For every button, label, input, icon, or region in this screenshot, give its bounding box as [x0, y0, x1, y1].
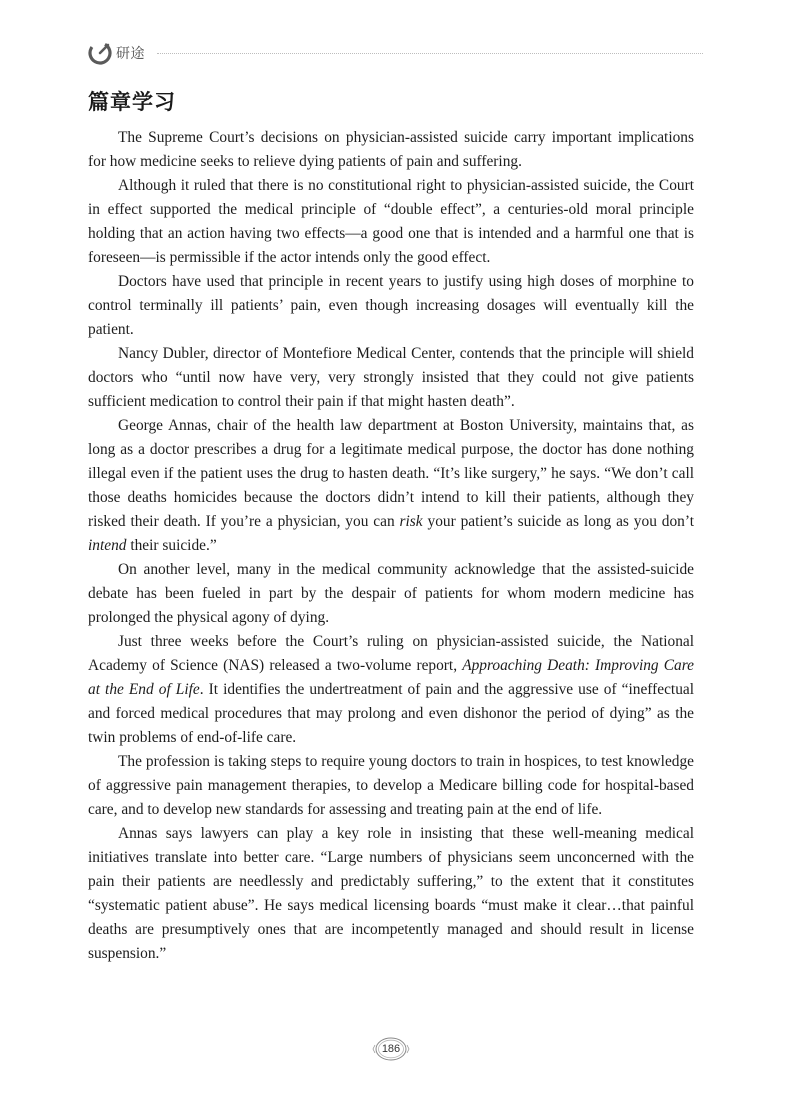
paragraph: Doctors have used that principle in recent years to justify using high doses of morphine to control terminally ill patients’ pain, even though increasing dosages will eventually kill the patient.	[88, 273, 694, 338]
text-run: . It identifies the undertreatment of pain and the aggressive use of “ineffectual and forced medical procedures that may prolong and even dishonor the period of dying” as the twin problems of end-of-life care.	[88, 681, 694, 746]
text-run: George Annas, chair of the health law department at Boston University, maintains that, as long as a doctor prescribes a drug for a legitimate medical purpose, the doctor has done nothing illegal even if the patient uses the drug to hasten death. “It’s like surgery,” he says. “We don’t call those deaths homicides because the doctors didn’t intend to kill their patients, although they risked their death. If you’re a physician, you can	[88, 417, 694, 530]
brand-name: 研途	[116, 46, 145, 62]
page-number	[372, 1036, 410, 1062]
emphasis-text: risk	[399, 513, 423, 530]
paragraph: The profession is taking steps to require young doctors to train in hospices, to test knowledge of aggressive pain management therapies, to develop a Medicare billing code for hospital-based care, and to develop new standards for assessing and treating pain at the end of life.	[88, 753, 694, 818]
page-number-text: 186	[381, 1043, 401, 1055]
text-run: your patient’s suicide as long as you don’t	[422, 513, 694, 530]
report-title: Approaching Death: Improving Care at the End of Life	[88, 657, 694, 698]
paragraph: Annas says lawyers can play a key role in insisting that these well-meaning medical initiatives translate into better care. “Large numbers of physicians seem unconcerned with the pain their patients are needlessly and predictably suffering,” to the extent that it constitutes “systematic patient abuse”. He says medical licensing boards “must make it clear…that painful deaths are presumptively ones that are incompetently managed and should result in license suspension.”	[88, 825, 694, 962]
section-title: 篇章学习	[88, 90, 176, 114]
paragraph: On another level, many in the medical community acknowledge that the assisted-suicide debate has been fueled in part by the despair of patients for whom modern medicine has prolonged the physical agony of dying.	[88, 561, 694, 626]
paragraph: Although it ruled that there is no constitutional right to physician-assisted suicide, the Court in effect supported the medical principle of “double effect”, a centuries-old moral principle holding that an action having two effects—a good one that is intended and a harmful one that is foreseen—is permissible if the actor intends only the good effect.	[88, 177, 694, 266]
article-body	[88, 126, 694, 966]
paragraph: The Supreme Court’s decisions on physician-assisted suicide carry important implications for how medicine seeks to relieve dying patients of pain and suffering.	[88, 129, 694, 170]
swirl-logo-icon	[88, 41, 112, 65]
paragraph: Nancy Dubler, director of Montefiore Medical Center, contends that the principle will shield doctors who “until now have very, very strongly insisted that they could not give patients sufficient medication to control their pain if that might hasten death”.	[88, 345, 694, 410]
emphasis-text: intend	[88, 537, 127, 554]
text-run: their suicide.”	[126, 537, 217, 554]
paragraph	[88, 630, 694, 750]
page-header	[88, 40, 703, 66]
paragraph	[88, 414, 694, 558]
text-run: Just three weeks before the Court’s ruling on physician-assisted suicide, the National Academy of Science (NAS) released a two-volume report,	[88, 633, 694, 674]
header-divider	[157, 53, 703, 54]
